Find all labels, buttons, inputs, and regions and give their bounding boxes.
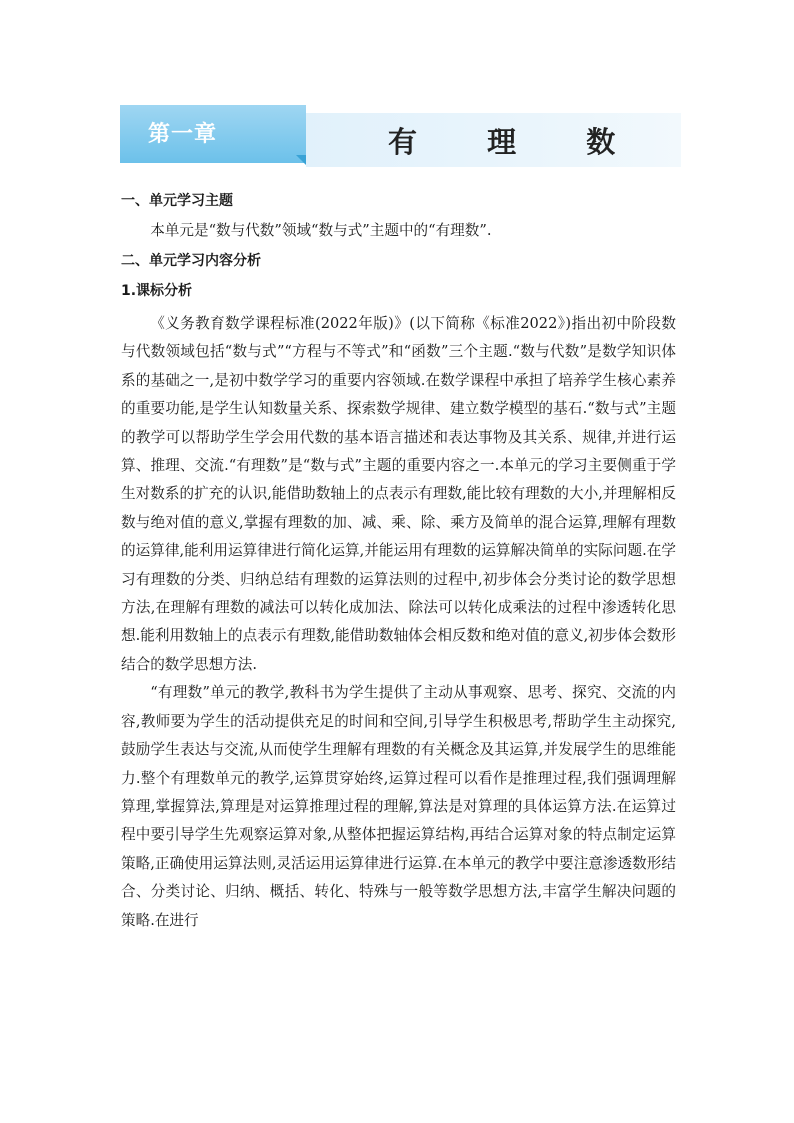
chapter-label: 第一章 [148,122,218,147]
chapter-title: 有 理 数 [388,125,646,159]
document-body [121,186,676,935]
subsection-heading-curriculum-analysis: 1.课标分析 [121,283,193,299]
chapter-tab-fold [296,155,306,165]
section-heading-unit-theme: 一、单元学习主题 [121,193,233,209]
chapter-banner [120,105,681,167]
section-heading-content-analysis: 二、单元学习内容分析 [121,253,261,269]
chapter-tab [120,105,306,163]
body-paragraph: “有理数”单元的教学,教科书为学生提供了主动从事观察、思考、探究、交流的内容,教师要为学生的活动提供充足的时间和空间,引导学生积极思考,帮助学生主动探究,鼓励学生表达与交流,从而使学生理解有理数的有关概念及其运算,并发展学生的思维能力.整个有理数单元的教学,运算贯穿始终,运算过程可以看作是推理过程,我们强调理解算理,掌握算法,算理是对运算推理过程的理解,算法是对算理的具体运算方法.在运算过程中要引导学生先观察运算对象,从整体把握运算结构,再结合运算对象的特点制定运算策略,正确使用运算法则,灵活运用运算律进行运算.在本单元的教学中要注意渗透数形结合、分类讨论、归纳、概括、转化、特殊与一般等数学思想方法,丰富学生解决问题的策略.在进行 [121,684,676,929]
unit-theme-paragraph: 本单元是“数与代数”领域“数与式”主题中的“有理数”. [150,222,492,239]
body-paragraph: 《义务教育数学课程标准(2022年版)》(以下简称《标准2022》)指出初中阶段数与代数领域包括“数与式”“方程与不等式”和“函数”三个主题.“数与代数”是数学知识体系的基础之一,是初中数学学习的重要内容领域.在数学课程中承担了培养学生核心素养的重要功能,是学生认知数量关系、探索数学规律、建立数学模型的基石.“数与式”主题的教学可以帮助学生学会用代数的基本语言描述和表达事物及其关系、规律,并进行运算、推理、交流.“有理数”是“数与式”主题的重要内容之一.本单元的学习主要侧重于学生对数系的扩充的认识,能借助数轴上的点表示有理数,能比较有理数的大小,并理解相反数与绝对值的意义,掌握有理数的加、减、乘、除、乘方及简单的混合运算,理解有理数的运算律,能利用运算律进行简化运算,并能运用有理数的运算解决简单的实际问题.在学习有理数的分类、归纳总结有理数的运算法则的过程中,初步体会分类讨论的数学思想方法,在理解有理数的减法可以转化成加法、除法可以转化成乘法的过程中渗透转化思想.能利用数轴上的点表示有理数,能借助数轴体会相反数和绝对值的意义,初步体会数形结合的数学思想方法. [121,315,676,673]
